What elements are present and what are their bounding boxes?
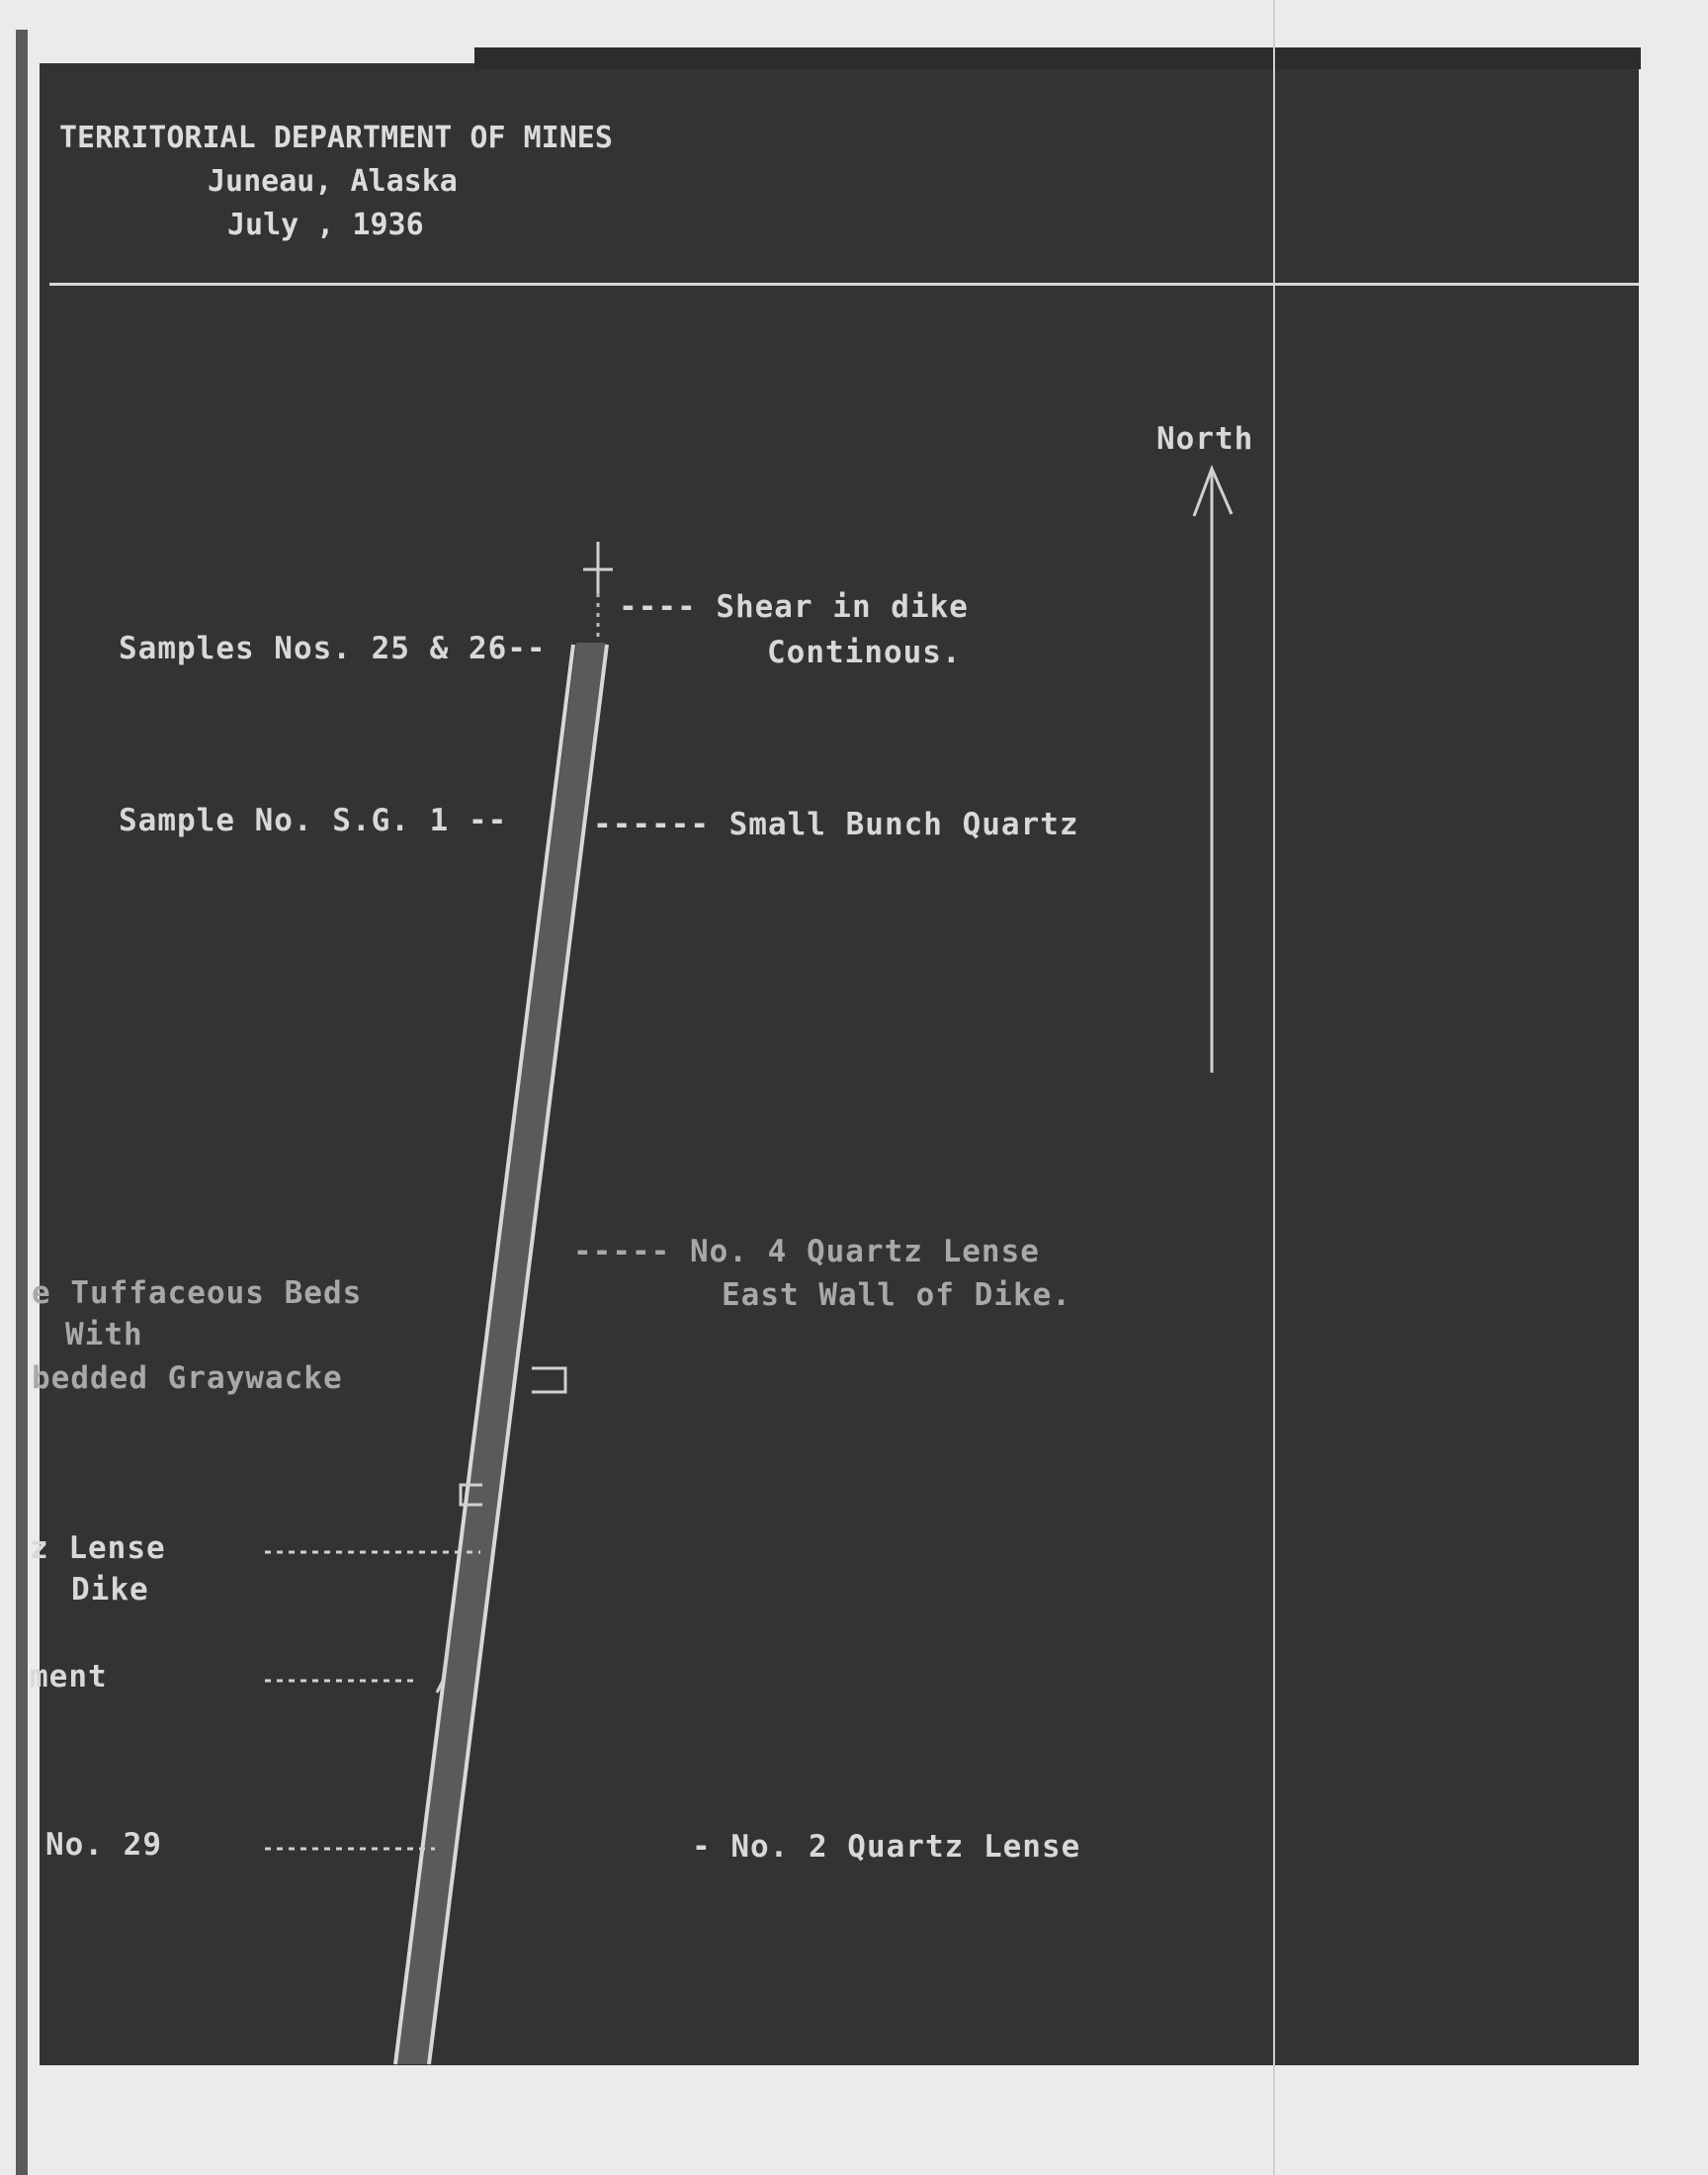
shear-continuation-label: Continous.	[767, 635, 962, 670]
shear-label: ---- Shear in dike	[619, 589, 969, 625]
survey-mark-icon	[583, 542, 613, 643]
no29-label: No. 29	[45, 1827, 162, 1863]
sample-sg1-label: Sample No. S.G. 1 --	[119, 803, 508, 838]
title-line-2: Juneau, Alaska	[208, 164, 458, 199]
no2-quartz-lense-label: - No. 2 Quartz Lense	[692, 1829, 1081, 1865]
graywacke-label: bedded Graywacke	[32, 1360, 343, 1396]
small-bunch-quartz-label: ------ Small Bunch Quartz	[593, 807, 1079, 842]
with-label: With	[65, 1317, 143, 1352]
title-line-3: July , 1936	[227, 208, 424, 242]
north-label: North	[1156, 421, 1254, 457]
title-line-1: TERRITORIAL DEPARTMENT OF MINES	[59, 121, 613, 155]
dike-left-label: Dike	[71, 1572, 149, 1608]
tuffaceous-beds-label: e Tuffaceous Beds	[32, 1275, 363, 1311]
ment-label: ment	[30, 1659, 108, 1695]
no4-quartz-lense-label: ----- No. 4 Quartz Lense	[573, 1234, 1040, 1269]
samples-25-26-label: Samples Nos. 25 & 26--	[119, 631, 547, 666]
lense-left-label: z Lense	[30, 1530, 166, 1566]
dike-outline	[395, 643, 607, 2064]
north-arrow-icon	[1194, 469, 1232, 1073]
east-wall-label: East Wall of Dike.	[722, 1277, 1071, 1313]
